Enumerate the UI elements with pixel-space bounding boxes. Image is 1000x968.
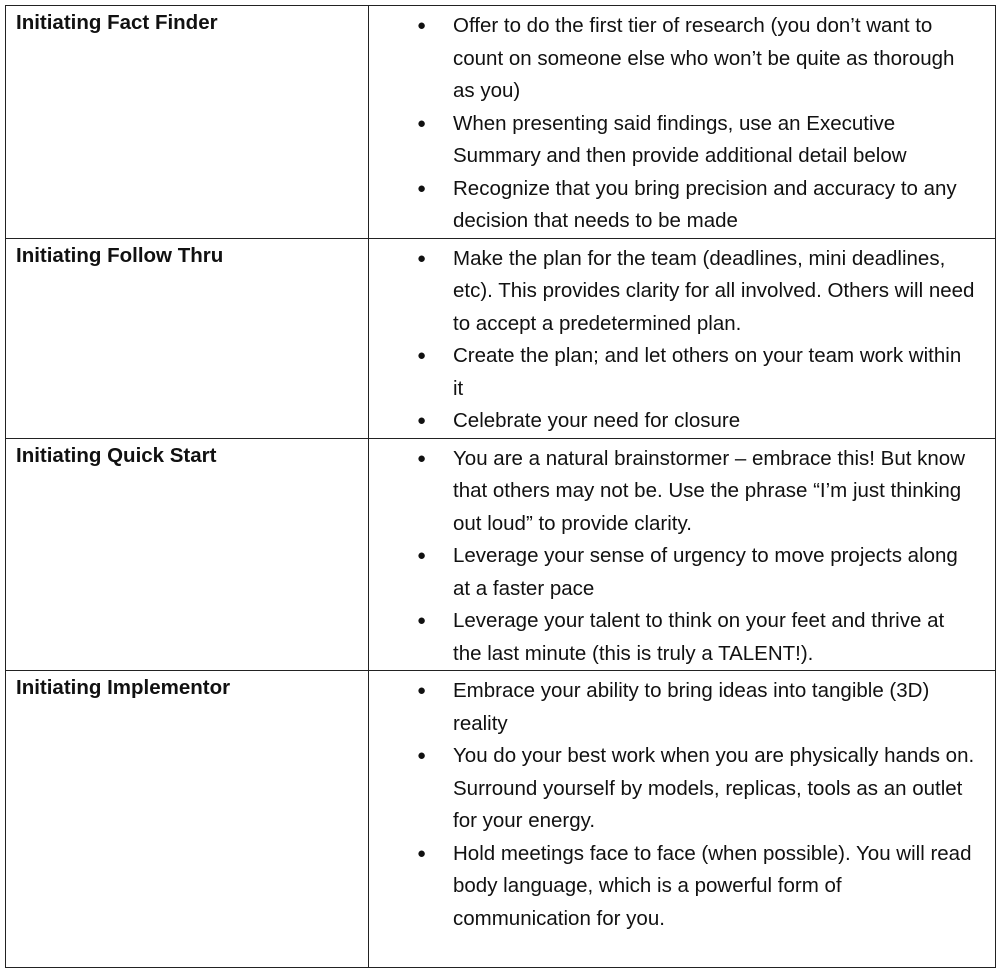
row-label-cell (6, 238, 369, 438)
list-item-text: You are a natural brainstormer – embrace this! But know that others may not be. Use the phrase “I’m just thinking out loud” to provide clarity. (453, 446, 966, 535)
list-item-text: Hold meetings face to face (when possible). You will read body language, which is a powerful form of communication for you. (453, 841, 972, 930)
bullet-icon: ● (417, 179, 427, 197)
list-item-text: Celebrate your need for closure (453, 409, 741, 432)
list-item (369, 740, 977, 838)
bullet-icon: ● (417, 844, 427, 862)
bullet-list (369, 439, 995, 671)
row-label-cell (6, 438, 369, 671)
list-item (369, 10, 977, 108)
bullet-icon: ● (417, 682, 427, 699)
list-item (369, 675, 977, 740)
list-item (369, 108, 977, 173)
row-label: Initiating Follow Thru (16, 243, 224, 267)
row-content-cell (369, 438, 996, 671)
bullet-icon: ● (417, 547, 427, 564)
row-label: Initiating Fact Finder (16, 11, 218, 34)
table-row (6, 6, 996, 239)
row-content-cell (369, 671, 996, 968)
list-item (369, 540, 977, 605)
list-item-text: You do your best work when you are physically hands on. Surround yourself by models, replicas, tools as an outlet for your energy. (453, 744, 975, 832)
bullet-icon: ● (417, 17, 427, 34)
table-row (6, 671, 996, 968)
list-item (369, 443, 977, 541)
list-item-text: Leverage your sense of urgency to move projects along at a faster pace (453, 544, 958, 600)
list-item-text: Recognize that you bring precision and accuracy to any decision that needs to be made (453, 176, 957, 232)
list-item (369, 405, 977, 438)
table-row (6, 238, 996, 438)
bullet-list (369, 671, 995, 935)
list-item (369, 243, 977, 341)
bullet-icon: ● (417, 747, 427, 764)
list-item (369, 605, 977, 670)
bullet-icon: ● (417, 249, 427, 267)
list-item (369, 340, 977, 405)
row-content-cell (369, 238, 996, 438)
strategies-table (5, 5, 996, 968)
bullet-icon: ● (417, 347, 427, 364)
list-item-text: When presenting said findings, use an Executive Summary and then provide additional detail below (453, 111, 907, 167)
table-row (6, 438, 996, 671)
list-item-text: Create the plan; and let others on your team work within it (453, 344, 962, 400)
bullet-icon: ● (417, 449, 427, 467)
list-item-text: Embrace your ability to bring ideas into tangible (3D) reality (453, 679, 930, 735)
row-label: Initiating Quick Start (16, 443, 217, 467)
list-item (369, 838, 977, 936)
list-item-text: Offer to do the first tier of research (you don’t want to count on someone else who won’t be quite as thorough as you) (453, 14, 955, 102)
list-item (369, 173, 977, 238)
bullet-list (369, 239, 995, 438)
bullet-icon: ● (417, 114, 427, 132)
list-item-text: Leverage your talent to think on your feet and thrive at the last minute (this is truly a TALENT!). (453, 609, 945, 665)
list-item-text: Make the plan for the team (deadlines, mini deadlines, etc). This provides clarity for all involved. Others will need to accept a predetermined plan. (453, 246, 975, 335)
row-content-cell (369, 6, 996, 239)
row-label-cell (6, 6, 369, 239)
bullet-icon: ● (417, 412, 427, 429)
row-label-cell (6, 671, 369, 968)
bullet-icon: ● (417, 612, 427, 629)
bullet-list (369, 6, 995, 238)
row-label: Initiating Implementor (16, 676, 231, 699)
